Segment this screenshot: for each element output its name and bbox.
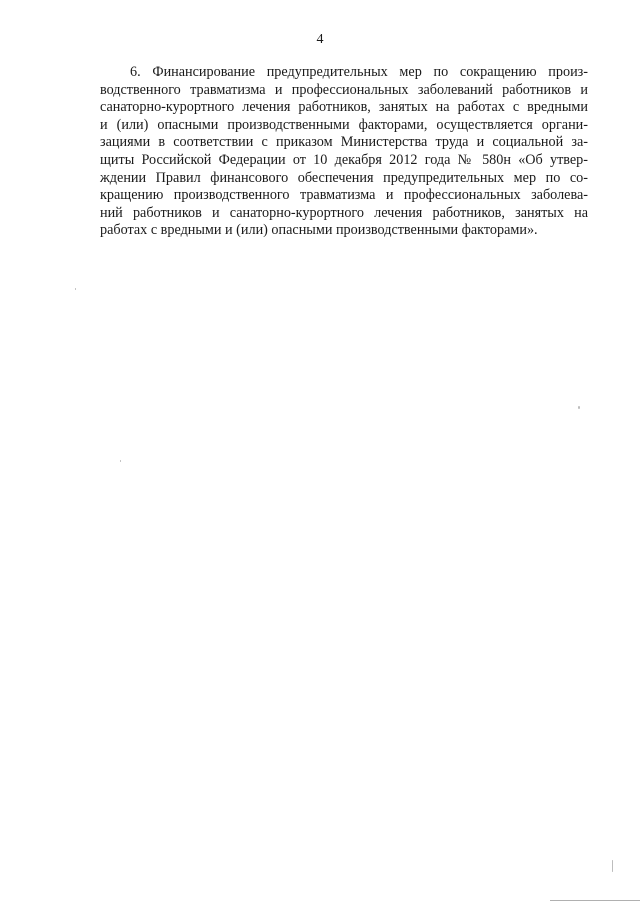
paragraph-line: щиты Российской Федерации от 10 декабря 2012 года № 580н «Об утвер- xyxy=(100,151,588,168)
paragraph-financing xyxy=(100,64,588,240)
paragraph-line: 6. Финансирование предупредительных мер по сокращению произ- xyxy=(130,64,588,80)
paragraph-line: и (или) опасными производственными факторами, осуществляется органи- xyxy=(100,116,588,133)
paragraph-line: водственного травматизма и профессиональных заболеваний работников и xyxy=(100,81,588,98)
scan-speck xyxy=(612,860,613,872)
paragraph-line: работах с вредными и (или) опасными производственными факторами». xyxy=(100,222,538,239)
paragraph-line: ждении Правил финансового обеспечения предупредительных мер по со- xyxy=(100,169,588,186)
paragraph-line: кращению производственного травматизма и профессиональных заболева- xyxy=(100,187,588,204)
scan-edge xyxy=(550,900,640,901)
paragraph-line: санаторно-курортного лечения работников, занятых на работах с вредными xyxy=(100,99,588,116)
paragraph-line: ний работников и санаторно-курортного лечения работников, занятых на xyxy=(100,204,588,221)
scan-speck xyxy=(120,460,121,462)
page-number: 4 xyxy=(316,32,324,47)
scan-speck xyxy=(578,406,580,409)
scan-speck xyxy=(75,288,76,290)
paragraph-line: зациями в соответствии с приказом Министерства труда и социальной за- xyxy=(100,134,588,151)
